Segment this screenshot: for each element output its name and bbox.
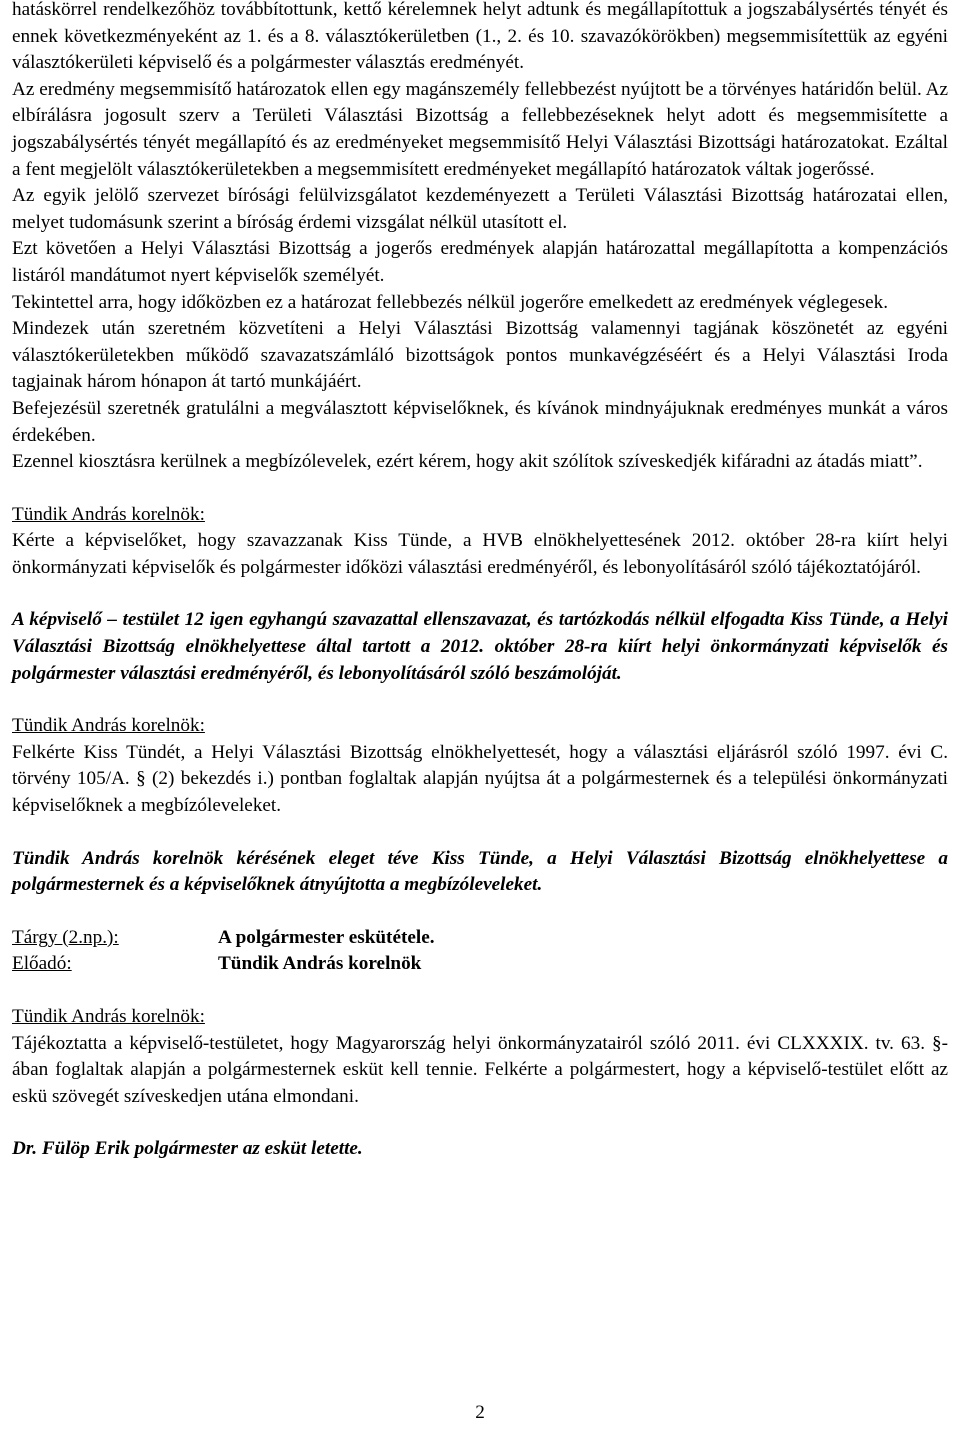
intro-section: [12, 0, 948, 476]
paragraph-judicial-review: Az egyik jelölő szervezet bírósági felülvizsgálatot kezdeményezett a Területi Választási Bizottság határozatai ellen, melyet tudomásunk szerint a bíróság érdemi vizsgálat nélkül utasított el.: [12, 185, 948, 233]
speaker-heading: Tündik András korelnök:: [12, 715, 205, 737]
resolution-text: Dr. Fülöp Erik polgármester az esküt letette.: [12, 1138, 363, 1160]
presenter-value: Tündik András korelnök: [218, 953, 422, 975]
subject-label: Tárgy (2.np.):: [12, 926, 119, 948]
section-oath: [12, 1004, 948, 1163]
section-text: Tájékoztatta a képviselő-testületet, hogy Magyarország helyi önkormányzatairól szóló 2011. évi CLXXXIX. tv. 63. §-ában foglaltak alapján a polgármesternek esküt kell tennie. Felkérte a polgármestert, hogy a képviselő-testület előtt az eskü szövegét szíveskedjen utána elmondani.: [12, 1032, 948, 1107]
presenter-label: Előadó:: [12, 953, 72, 975]
section-text: Kérte a képviselőket, hogy szavazzanak Kiss Tünde, a HVB elnökhelyettesének 2012. október 28-ra kiírt helyi önkormányzati képviselők és polgármester időközi választási eredményéről, és lebonyolításáról szóló tájékoztatójáról.: [12, 530, 948, 578]
paragraph-appeal: Az eredmény megsemmisítő határozatok ellen egy magánszemély fellebbezést nyújtott be a törvényes határidőn belül. Az elbírálásra jogosult szerv a Területi Választási Bizottság a fellebbezéseknek helyt adott és megsemmisítette a jogszabálysértés tényét megállapító és az eredményeket megsemmisítő Helyi Választási Bizottsági határozatokat. Ezáltal a fent megjelölt választókerületekben a megsemmisített eredményeket megállapító határozatok váltak jogerőssé.: [12, 78, 948, 180]
paragraph-congratulations: Befejezésül szeretnék gratulálni a megválasztott képviselőknek, és kívánok mindnyájuknak eredményes munkát a város érdekében.: [12, 397, 948, 446]
section-text: Felkérte Kiss Tündét, a Helyi Választási Bizottság elnökhelyettesét, hogy a választási eljárásról szóló 1997. évi C. törvény 105/A. § (2) bekezdés i.) pontban foglaltak alapján nyújtsa át a polgármesternek és a települési önkormányzati képviselőknek a megbízóleveleket.: [12, 741, 948, 817]
speaker-heading: Tündik András korelnök:: [12, 1006, 205, 1027]
paragraph-election-results: hatáskörrel rendelkezőhöz továbbítottunk, kettő kérelemnek helyt adtunk és megállapítottuk a jogszabálysértés tényét és ennek következményeként az 1. és a 8. választókerületben (1., 2. és 10. szavazókörökben) megsemmisítettük az egyéni választókerületi képviselő és a polgármester választás eredményét.: [12, 0, 948, 74]
speaker-heading: Tündik András korelnök:: [12, 503, 205, 525]
section-vote-report: [12, 502, 948, 688]
document-page: [12, 0, 948, 1163]
paragraph-thanks: Mindezek után szeretném közvetíteni a Helyi Választási Bizottság valamennyi tagjának köszönetét az egyéni választókerületekben működő szavazatszámláló bizottságok pontos munkavégzéséért és a Helyi Választási Iroda tagjainak három hónapon át tartó munkájáért.: [12, 318, 948, 393]
subject-value: A polgármester eskütétele.: [218, 926, 435, 948]
paragraph-compensation-list: Ezt követően a Helyi Választási Bizottság a jogerős eredmények alapján határozattal megállapította a kompenzációs listáról mandátumot nyert képviselők személyét.: [12, 238, 948, 286]
section-credentials-handover: [12, 713, 948, 899]
paragraph-final-results: Tekintettel arra, hogy időközben ez a határozat fellebbezés nélkül jogerőre emelkedett az eredmények véglegesek.: [12, 291, 889, 313]
agenda-item: [12, 925, 948, 978]
resolution-text: Tündik András korelnök kérésének eleget téve Kiss Tünde, a Helyi Választási Bizottság elnökhelyettese a polgármesternek és a képviselőknek átnyújtotta a megbízóleveleket.: [12, 847, 948, 896]
page-number: 2: [475, 1402, 485, 1423]
paragraph-credentials: Ezennel kiosztásra kerülnek a megbízólevelek, ezért kérem, hogy akit szólítok szíveskedjék kifáradni az átadás miatt”.: [12, 451, 923, 473]
resolution-text: A képviselő – testület 12 igen egyhangú szavazattal ellenszavazat, és tartózkodás nélkül elfogadta Kiss Tünde, a Helyi Választási Bizottság elnökhelyettese által tartott a 2012. október 28-ra kiírt helyi önkormányzati képviselők és polgármester választási eredményéről, és lebonyolításáról szóló beszámolóját.: [12, 609, 948, 684]
